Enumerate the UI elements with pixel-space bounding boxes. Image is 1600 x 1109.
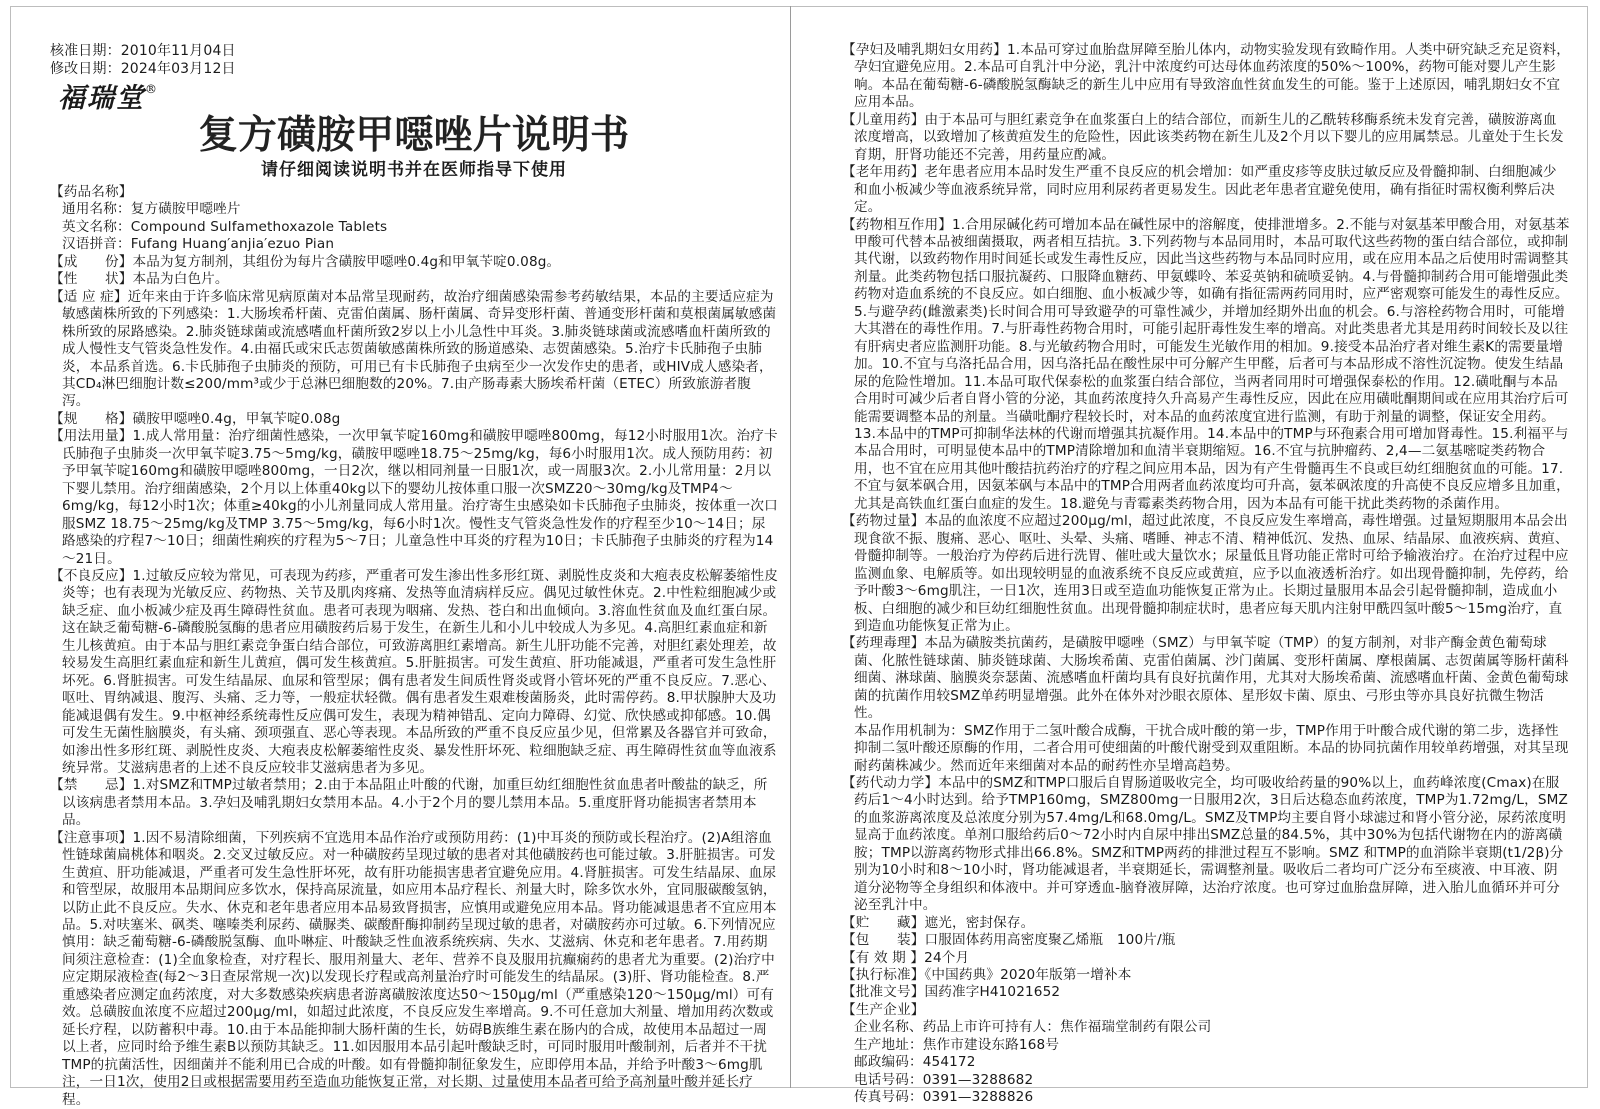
section-label: 【执行标准】 xyxy=(842,967,925,984)
section-pharmacology xyxy=(842,635,1570,722)
english-name: 英文名称：Compound Sulfamethoxazole Tablets xyxy=(62,218,388,235)
section-composition xyxy=(50,254,778,271)
left-column xyxy=(50,42,778,1109)
section-text: 1.因不易清除细菌，下列疾病不宜选用本品作治疗或预防用药：(1)中耳炎的预防或长程治疗。(2)A组溶血性链球菌扁桃体和咽炎。2.交叉过敏反应。对一种磺胺药呈现过敏的患者对其他磺胺药也可能过敏。3.肝脏损害。可发生黄疸、肝功能减退，严重者可发生急性肝坏死，故有肝功能损害患者宜避免应用。4.肾脏损害。可发生结晶尿、血尿和管型尿，故服用本品期间应多饮水，保持高尿流量，如应用本品疗程长、剂量大时，除多饮水外，宜同服碳酸氢钠，以防止此不良反应。失水、休克和老年患者应用本品易致肾损害，应慎用或避免应用本品。肾功能减退患者不宜应用本品。5.对呋塞米、砜类、噻嗪类利尿药、磺脲类、碳酸酐酶抑制药呈现过敏的患者，对磺胺药亦可过敏。6.下列情况应慎用：缺乏葡萄糖-6-磷酸脱氢酶、血卟啉症、叶酸缺乏性血液系统疾病、失水、艾滋病、休克和老年患者。7.用药期间须注意检查：(1)全血象检查，对疗程长、服用剂量大、老年、营养不良及服用抗癫痫药的患者尤为重要。(2)治疗中应定期尿液检查(每2～3日查尿常规一次)以发现长疗程或高剂量治疗时可能发生的结晶尿。(3)肝、肾功能检查。8.严重感染者应测定血药浓度，对大多数感染疾病患者游离磺胺浓度达50～150μg/ml（严重感染120～150μg/ml）可有效。总磺胺血浓度不应超过200μg/ml，如超过此浓度，不良反应发生率增高。9.不可任意加大剂量、增加用药次数或延长疗程，以防蓄积中毒。10.由于本品能抑制大肠杆菌的生长，妨碍B族维生素在肠内的合成，故使用本品超过一周以上者，应同时给予维生素B以预防其缺乏。11.如因服用本品引起叶酸缺乏时，可同时服用叶酸制剂，后者并不干扰TMP的抗菌活性，因细菌并不能利用已合成的叶酸。如有骨髓抑制征象发生，应即停用本品，并给予叶酸3～6mg肌注，一日1次，使用2日或根据需要用药至造血功能恢复正常，对长期、过量使用本品者可给予高剂量叶酸并延长疗程。 xyxy=(62,829,777,1108)
section-label: 【批准文号】 xyxy=(842,984,925,1001)
section-label: 【成 份】 xyxy=(50,253,133,270)
section-label: 【药代动力学】 xyxy=(842,775,939,792)
section-text: 24个月 xyxy=(924,949,970,966)
section-contraindications xyxy=(50,777,778,829)
section-storage xyxy=(842,915,1570,932)
section-text: 国药准字H41021652 xyxy=(924,984,1061,1001)
right-column xyxy=(842,42,1570,1107)
registered-mark: ® xyxy=(145,82,159,96)
section-text: 口服固体药用高密度聚乙烯瓶 100片/瓶 xyxy=(924,932,1176,949)
section-text: 老年患者应用本品时发生严重不良反应的机会增加：如严重皮疹等皮肤过敏反应及骨髓抑制、白细胞减少和血小板减少等血液系统异常，同时应用利尿药者更易发生。因此老年患者宜避免使用，确有指征时需权衡利弊后决定。 xyxy=(854,164,1557,216)
section-text: 1.对SMZ和TMP过敏者禁用；2.由于本品阻止叶酸的代谢，加重巨幼红细胞性贫血患者叶酸盐的缺乏，所以该病患者禁用本品。3.孕妇及哺乳期妇女禁用本品。4.小于2个月的婴儿禁用本品。5.重度肝肾功能损害者禁用本品。 xyxy=(62,777,768,829)
fold-divider xyxy=(790,6,791,1088)
section-label: 【老年用药】 xyxy=(842,164,925,181)
section-approval-number xyxy=(842,984,1570,1001)
section-text: 本品中的SMZ和TMP口服后自胃肠道吸收完全，均可吸收给药量的90%以上，血药峰浓度(Cmax)在服药后1～4小时达到。给予TMP160mg，SMZ800mg一日服用2次，3日后达稳态血药浓度，TMP为1.72mg/L，SMZ的血浆游离浓度及总浓度分别为57.4mg/L和68.0mg/L。SMZ及TMP均主要自肾小球滤过和肾小管分泌，尿药浓度明显高于血药浓度。单剂口服给药后0～72小时内自尿中排出SMZ总量的84.5%，其中30%为包括代谢物在内的游离磺胺；TMP以游离药物形式排出66.8%。SMZ和TMP两药的排泄过程互不影响。SMZ 和TMP的血消除半衰期(t1/2β)分别为10小时和8～10小时，肾功能减退者，半衰期延长，需调整剂量。吸收后二者均可广泛分布至痰液、中耳液、阴道分泌物等全身组织和体液中。并可穿透血-脑脊液屏障，达治疗浓度。也可穿过血胎盘屏障，进入胎儿血循环并可分泌至乳汁中。 xyxy=(854,775,1568,914)
section-label: 【适 应 症】 xyxy=(50,288,128,305)
section-text: 1.合用尿碱化药可增加本品在碱性尿中的溶解度，使排泄增多。2.不能与对氨基苯甲酸合用，对氨基苯甲酸可代替本品被细菌摄取，两者相互拮抗。3.下列药物与本品同用时，本品可取代这些药物的蛋白结合部位，或抑制其代谢，以致药物作用时间延长或发生毒性反应，因此当这些药物与本品同时应用，或在应用本品之后使用时需调整其剂量。此类药物包括口服抗凝药、口服降血糖药、甲氨蝶呤、苯妥英钠和硫喷妥钠。4.与骨髓抑制药合用可能增强此类药物对造血系统的不良反应。如白细胞、血小板减少等，如确有指征需两药同用时，应严密观察可能发生的毒性反应。5.与避孕药(雌激素类)长时间合用可导致避孕的可靠性减少，并增加经期外出血的机会。6.与溶栓药物合用时，可能增大其潜在的毒性作用。7.与肝毒性药物合用时，可能引起肝毒性发生率的增高。对此类患者尤其是用药时间较长及以往有肝病史者应监测肝功能。8.与光敏药物合用时，可能发生光敏作用的相加。9.接受本品治疗者对维生素K的需要量增加。10.不宜与乌洛托品合用，因乌洛托品在酸性尿中可分解产生甲醛，后者可与本品形成不溶性沉淀物。使发生结晶尿的危险性增加。11.本品可取代保泰松的血浆蛋白结合部位，当两者同用时可增强保泰松的作用。12.磺吡酮与本品合用时可减少后者自肾小管的分泌，其血药浓度持久升高易产生毒性反应，因此在应用磺吡酮期间或在应用其治疗后可能需要调整本品的剂量。当磺吡酮疗程较长时，对本品的血药浓度宜进行监测，有助于剂量的调整，保证安全用药。13.本品中的TMP可抑制华法林的代谢而增强其抗凝作用。14.本品中的TMP与环孢素合用可增加肾毒性。15.利福平与本品合用时，可明显使本品中的TMP清除增加和血清半衰期缩短。16.不宜与抗肿瘤药、2,4—二氨基嘧啶类药物合用，也不宜在应用其他叶酸拮抗药治疗的疗程之间应用本品，因为有产生骨髓再生不良或巨幼红细胞贫血的可能。17.不宜与氨苯砜合用，因氨苯砜与本品中的TMP合用两者血药浓度均可升高，氨苯砜浓度的升高使不良反应增多且加重，尤其是高铁血红蛋白血症的发生。18.避免与青霉素类药物合用，因为本品有可能干扰此类药物的杀菌作用。 xyxy=(854,216,1570,512)
section-standard xyxy=(842,967,1570,984)
company-name: 企业名称、药品上市许可持有人：焦作福瑞堂制药有限公司 xyxy=(854,1019,1212,1036)
section-label: 【用法用量】 xyxy=(50,428,133,445)
revision-date: 修改日期：2024年03月12日 xyxy=(50,61,236,77)
company-fax: 传真号码：0391—3288826 xyxy=(854,1089,1034,1106)
section-text: 1.成人常用量：治疗细菌性感染，一次甲氧苄啶160mg和磺胺甲噁唑800mg，每12小时服用1次。治疗卡氏肺孢子虫肺炎一次甲氧苄啶3.75～5mg/kg，磺胺甲噁唑18.75～25mg/kg，每6小时服用1次。成人预防用药：初予甲氧苄啶160mg和磺胺甲噁唑800mg，一日2次，继以相同剂量一日服1次，或一周服3次。2.小儿常用量：2月以下婴儿禁用。治疗细菌感染，2个月以上体重40kg以下的婴幼儿按体重口服一次SMZ20～30mg/kg及TMP4～6mg/kg，每12小时1次；体重≥40kg的小儿剂量同成人常用量。治疗寄生虫感染如卡氏肺孢子虫肺炎，按体重一次口服SMZ 18.75～25mg/kg及TMP 3.75～5mg/kg，每6小时1次。慢性支气管炎急性发作的疗程至少10～14日；尿路感染的疗程7～10日；细菌性痢疾的疗程为5～7日；儿童急性中耳炎的疗程为10日；卡氏肺孢子虫肺炎的疗程为14～21日。 xyxy=(62,428,778,567)
section-text: 1.本品可穿过血胎盘屏障至胎儿体内，动物实验发现有致畸作用。人类中研究缺乏充足资料，孕妇宜避免应用。2.本品可自乳汁中分泌，乳汁中浓度约可达母体血药浓度的50%～100%，药物可能对婴儿产生影响。本品在葡萄糖-6-磷酸脱氢酶缺乏的新生儿中应用有导致溶血性贫血发生的可能。鉴于上述原因，哺乳期妇女不宜应用本品。 xyxy=(854,42,1570,111)
section-adverse-reactions xyxy=(50,568,778,777)
company-phone: 电话号码：0391—3288682 xyxy=(854,1071,1034,1088)
section-text: 《中国药典》2020年版第一增补本 xyxy=(924,967,1132,984)
brand-logo-text: 福瑞堂 xyxy=(58,83,145,114)
section-label: 【药物过量】 xyxy=(842,513,925,530)
section-label: 【性 状】 xyxy=(50,271,133,288)
section-text: 磺胺甲噁唑0.4g，甲氧苄啶0.08g xyxy=(132,410,341,427)
document-subtitle: 请仔细阅读说明书并在医师指导下使用 xyxy=(261,160,567,180)
section-pediatric xyxy=(842,112,1570,164)
section-label: 【贮 藏】 xyxy=(842,914,925,931)
approval-date: 核准日期：2010年11月04日 xyxy=(50,43,236,59)
section-pharmacokinetics xyxy=(842,775,1570,915)
section-manufacturer xyxy=(842,1002,1570,1019)
section-label: 【禁 忌】 xyxy=(50,777,133,794)
pinyin-name: 汉语拼音：Fufang Huang′anjia′ezuo Pian xyxy=(62,236,335,253)
section-precautions xyxy=(50,830,778,1109)
section-label: 【儿童用药】 xyxy=(842,111,925,128)
company-address: 生产地址：焦作市建设东路168号 xyxy=(854,1036,1060,1053)
section-interactions xyxy=(842,217,1570,514)
document-title: 复方磺胺甲噁唑片说明书 xyxy=(198,113,630,158)
section-label: 【药物相互作用】 xyxy=(842,216,952,233)
section-label: 【生产企业】 xyxy=(842,1001,925,1018)
brand-logo xyxy=(58,82,778,116)
generic-name: 通用名称：复方磺胺甲噁唑片 xyxy=(62,201,241,218)
section-label: 【注意事项】 xyxy=(50,829,133,846)
section-pregnancy xyxy=(842,42,1570,112)
section-label: 【药理毒理】 xyxy=(842,635,925,652)
section-text: 1.过敏反应较为常见，可表现为药疹，严重者可发生渗出性多形红斑、剥脱性皮炎和大疱表皮松解萎缩性皮炎等；也有表现为光敏反应、药物热、关节及肌肉疼痛、发热等血清病样反应。偶见过敏性休克。2.中性粒细胞减少或缺乏症、血小板减少症及再生障碍性贫血。患者可表现为咽痛、发热、苍白和出血倾向。3.溶血性贫血及血红蛋白尿。这在缺乏葡萄糖-6-磷酸脱氢酶的患者应用磺胺药后易于发生，在新生儿和小儿中较成人为多见。4.高胆红素血症和新生儿核黄疸。由于本品与胆红素竞争蛋白结合部位，可致游离胆红素增高。新生儿肝功能不完善，对胆红素处理差，故较易发生高胆红素血症和新生儿黄疸，偶可发生核黄疸。5.肝脏损害。可发生黄疸、肝功能减退，严重者可发生急性肝坏死。6.肾脏损害。可发生结晶尿、血尿和管型尿；偶有患者发生间质性肾炎或肾小管坏死的严重不良反应。7.恶心、呕吐、胃纳减退、腹泻、头痛、乏力等，一般症状轻微。偶有患者发生艰难梭菌肠炎，此时需停药。8.甲状腺肿大及功能减退偶有发生。9.中枢神经系统毒性反应偶可发生，表现为精神错乱、定向力障碍、幻觉、欣快感或抑郁感。10.偶可发生无菌性脑膜炎，有头痛、颈项强直、恶心等表现。本品所致的严重不良反应虽少见，但常累及各器官并可致命，如渗出性多形红斑、剥脱性皮炎、大疱表皮松解萎缩性皮炎、暴发性肝坏死、粒细胞缺乏症、再生障碍性贫血等血液系统异常。艾滋病患者的上述不良反应较非艾滋病患者为多见。 xyxy=(62,567,778,776)
section-text: 近年来由于许多临床常见病原菌对本品常呈现耐药，故治疗细菌感染需参考药敏结果，本品的主要适应症为敏感菌株所致的下列感染：1.大肠埃希杆菌、克雷伯菌属、肠杆菌属、奇异变形杆菌、普通变形杆菌和莫根菌属敏感菌株所致的尿路感染。2.肺炎链球菌或流感嗜血杆菌所致2岁以上小儿急性中耳炎。3.肺炎链球菌或流感嗜血杆菌所致的成人慢性支气管炎急性发作。4.由福氏或宋氏志贺菌敏感菌株所致的肠道感染、志贺菌感染。5.治疗卡氏肺孢子虫肺炎，本品系首选。6.卡氏肺孢子虫肺炎的预防，可用已有卡氏肺孢子虫病至少一次发作史的患者，或HIV成人感染者，其CD₄淋巴细胞计数≤200/mm³或少于总淋巴细胞数的20%。7.由产肠毒素大肠埃希杆菌（ETEC）所致旅游者腹泻。 xyxy=(62,288,777,410)
section-description xyxy=(50,271,778,288)
section-label: 【孕妇及哺乳期妇女用药】 xyxy=(842,42,1007,58)
section-text: 遮光，密封保存。 xyxy=(924,914,1035,931)
section-dosage xyxy=(50,428,778,568)
section-validity xyxy=(842,950,1570,967)
section-package xyxy=(842,932,1570,949)
section-text: 本品为磺胺类抗菌药，是磺胺甲噁唑（SMZ）与甲氧苄啶（TMP）的复方制剂，对非产酶金黄色葡萄球菌、化脓性链球菌、肺炎链球菌、大肠埃希菌、克雷伯菌属、沙门菌属、变形杆菌属、摩根菌属、志贺菌属等肠杆菌科细菌、淋球菌、脑膜炎奈瑟菌、流感嗜血杆菌均具有良好抗菌作用，尤其对大肠埃希菌、流感嗜血杆菌、金黄色葡萄球菌的抗菌作用较SMZ单药明显增强。此外在体外对沙眼衣原体、星形奴卡菌、原虫、弓形虫等亦具良好抗微生物活性。 xyxy=(854,635,1569,722)
section-overdose xyxy=(842,513,1570,635)
section-label: 【包 装】 xyxy=(842,932,925,949)
section-label: 【药品名称】 xyxy=(50,184,133,200)
section-specification xyxy=(50,411,778,428)
pharmacology-mechanism: 本品作用机制为：SMZ作用于二氢叶酸合成酶，干扰合成叶酸的第一步，TMP作用于叶酸合成代谢的第二步，选择性抑制二氢叶酸还原酶的作用，二者合用可使细菌的叶酸代谢受到双重阻断。本品的协同抗菌作用较单药增强，对其呈现耐药菌株减少。然而近年来细菌对本品的耐药性亦呈增高趋势。 xyxy=(854,722,1569,774)
section-geriatric xyxy=(842,164,1570,216)
section-text: 由于本品可与胆红素竞争在血浆蛋白上的结合部位，而新生儿的乙酰转移酶系统未发育完善，磺胺游离血浓度增高，以致增加了核黄疸发生的危险性，因此该类药物在新生儿及2个月以下婴儿的应用属禁忌。儿童处于生长发育期，肝肾功能还不完善，用药量应酌减。 xyxy=(854,111,1564,163)
section-label: 【有 效 期 】 xyxy=(842,949,925,966)
section-text: 本品为白色片。 xyxy=(132,271,229,288)
section-drug-name xyxy=(50,184,778,201)
section-text: 本品为复方制剂，其组份为每片含磺胺甲噁唑0.4g和甲氧苄啶0.08g。 xyxy=(132,253,561,270)
section-label: 【不良反应】 xyxy=(50,567,133,584)
section-text: 本品的血浓度不应超过200μg/ml，超过此浓度，不良反应发生率增高，毒性增强。过量短期服用本品会出现食欲不振、腹痛、恶心、呕吐、头晕、头痛、嗜睡、神志不清、精神低沉、发热、血尿、结晶尿、血液疾病、黄疸、骨髓抑制等。一般治疗为停药后进行洗胃、催吐或大量饮水；尿量低且肾功能正常时可给予输液治疗。在治疗过程中应监测血象、电解质等。如出现较明显的血液系统不良反应或黄疸，应予以血液透析治疗。如出现骨髓抑制，先停药，给予叶酸3～6mg肌注，一日1次，连用3日或至造血功能恢复正常为止。长期过量服用本品会引起骨髓抑制，造成血小板、白细胞的减少和巨幼红细胞性贫血。出现骨髓抑制症状时，患者应每天肌内注射甲酰四氢叶酸5～15mg治疗，直到造血功能恢复正常为止。 xyxy=(854,513,1569,634)
section-label: 【规 格】 xyxy=(50,410,133,427)
section-indications xyxy=(50,289,778,411)
company-postcode: 邮政编码：454172 xyxy=(854,1054,976,1071)
